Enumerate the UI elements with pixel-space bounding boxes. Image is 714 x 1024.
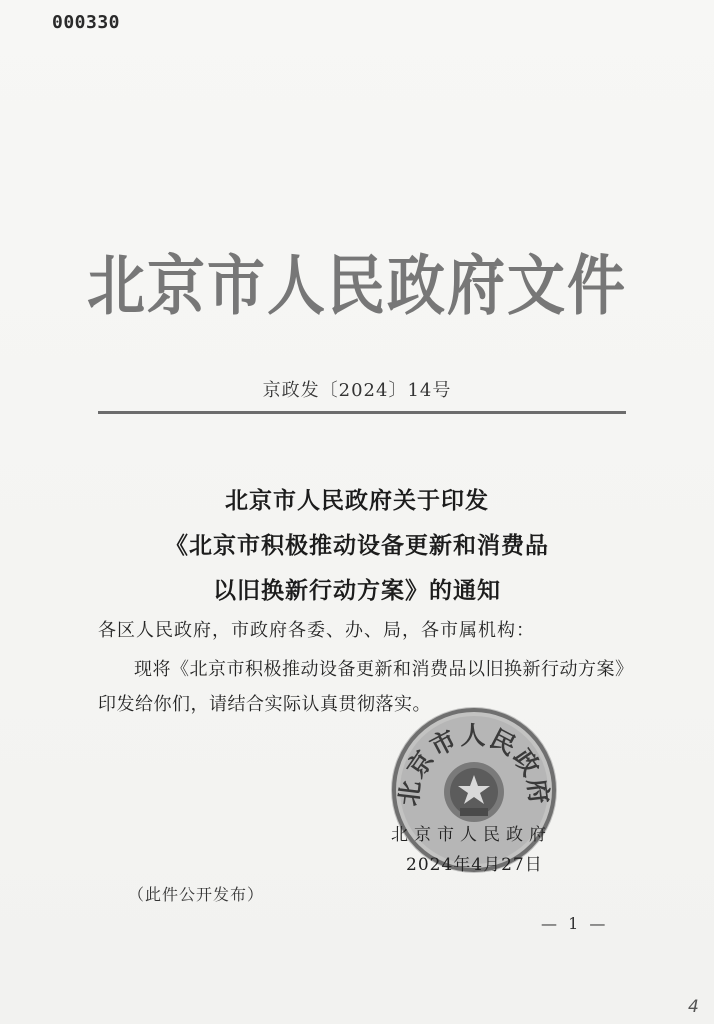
body-text-line-2: 印发给你们，请结合实际认真贯彻落实。 <box>98 694 431 715</box>
document-number: 京政发〔2024〕14号 <box>262 380 452 401</box>
issuer-name: 北京市人民政府 <box>391 825 552 845</box>
svg-text:北京市人民政府: 北京市人民政府 <box>393 721 555 808</box>
notice-title-line-1: 北京市人民政府关于印发 <box>225 487 489 514</box>
notice-title-line-3: 以旧换新行动方案》的通知 <box>213 577 501 604</box>
notice-title-line-2: 《北京市积极推动设备更新和消费品 <box>165 532 549 559</box>
handwritten-page-mark: 4 <box>688 997 699 1017</box>
notice-title <box>0 478 714 613</box>
public-release-note: （此件公开发布） <box>128 885 265 904</box>
addressee: 各区人民政府，市政府各委、办、局，各市属机构： <box>98 620 535 641</box>
issue-date: 2024年4月27日 <box>406 855 543 875</box>
header-divider <box>98 411 626 414</box>
document-header-title: 北京市人民政府文件 <box>86 247 627 324</box>
file-number: 000330 <box>52 12 121 33</box>
page-number: — 1 — <box>541 914 609 933</box>
body-text-line-1: 现将《北京市积极推动设备更新和消费品以旧换新行动方案》 <box>134 659 634 680</box>
